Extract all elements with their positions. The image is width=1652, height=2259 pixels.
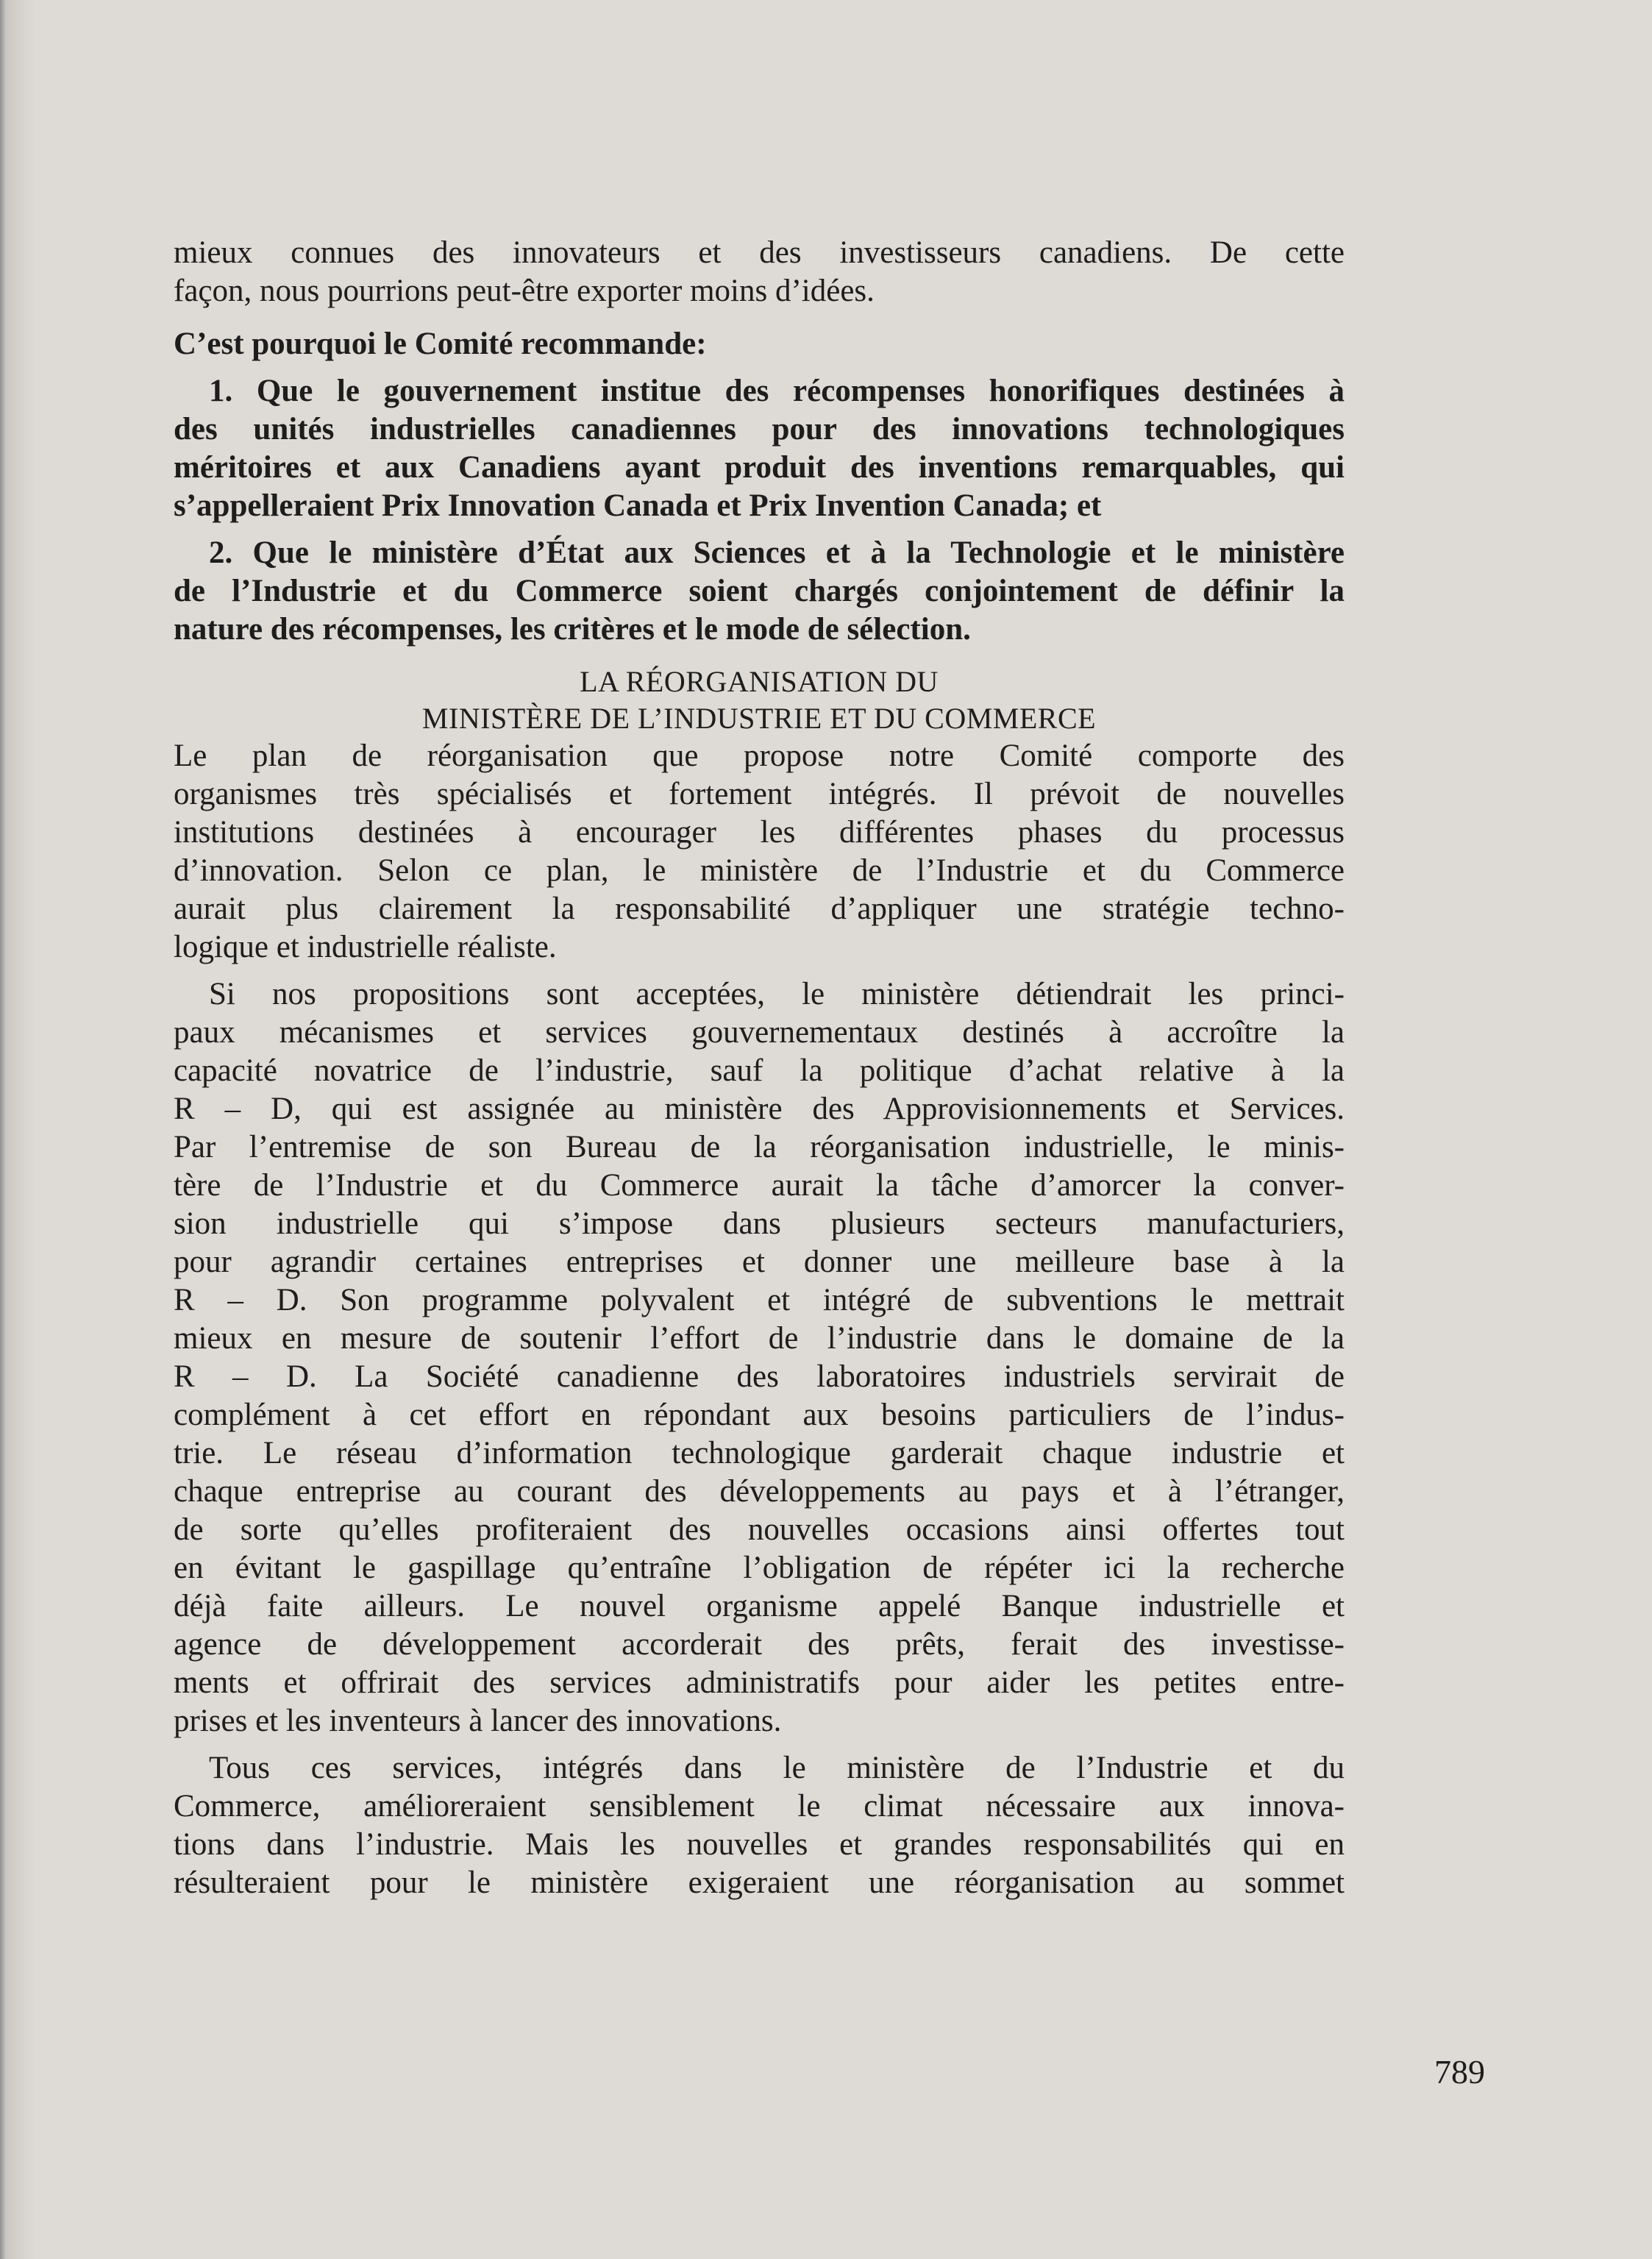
section-heading-line: MINISTÈRE DE L’INDUSTRIE ET DU COMMERCE xyxy=(421,702,1097,735)
text-line: Commerce, amélioreraient sensiblement le climat nécessaire aux innova- xyxy=(174,1789,1345,1824)
paragraph-1 xyxy=(174,737,1345,967)
text-line: ments et offrirait des services administratifs pour aider les petites entre- xyxy=(174,1665,1345,1700)
text-line: R – D. La Société canadienne des laboratoires industriels servirait de xyxy=(174,1359,1345,1394)
text-line: trie. Le réseau d’information technologique garderait chaque industrie et xyxy=(174,1436,1345,1470)
recommendation-intro: C’est pourquoi le Comité recommande: xyxy=(174,327,707,361)
text-line: institutions destinées à encourager les différentes phases du processus xyxy=(174,815,1345,850)
paragraph-3 xyxy=(174,1749,1345,1902)
text-line: de l’Industrie et du Commerce soient chargés conjointement de définir la xyxy=(174,574,1345,608)
text-line: R – D. Son programme polyvalent et intégré de subventions le mettrait xyxy=(174,1283,1345,1317)
text-line: aurait plus clairement la responsabilité d’appliquer une stratégie techno- xyxy=(174,892,1345,926)
text-line: s’appelleraient Prix Innovation Canada et Prix Invention Canada; et xyxy=(174,488,1102,523)
text-line: 2. Que le ministère d’État aux Sciences et à la Technologie et le ministère xyxy=(209,536,1345,570)
text-line: Tous ces services, intégrés dans le ministère de l’Industrie et du xyxy=(209,1751,1345,1785)
text-line: nature des récompenses, les critères et le mode de sélection. xyxy=(174,612,971,647)
text-line: prises et les inventeurs à lancer des innovations. xyxy=(174,1704,782,1738)
page-shade xyxy=(6,0,35,2259)
section-heading xyxy=(174,664,1345,737)
text-line: déjà faite ailleurs. Le nouvel organisme appelé Banque industrielle et xyxy=(174,1589,1345,1623)
text-line: des unités industrielles canadiennes pour des innovations technologiques xyxy=(174,412,1345,447)
text-line: méritoires et aux Canadiens ayant produit des inventions remarquables, qui xyxy=(174,450,1345,485)
text-line: chaque entreprise au courant des développements au pays et à l’étranger, xyxy=(174,1474,1345,1509)
recommendation-1 xyxy=(174,372,1345,525)
text-line: organismes très spécialisés et fortement intégrés. Il prévoit de nouvelles xyxy=(174,777,1345,811)
text-line: tère de l’Industrie et du Commerce aurait la tâche d’amorcer la conver- xyxy=(174,1168,1345,1203)
text-line: mieux en mesure de soutenir l’effort de l’industrie dans le domaine de la xyxy=(174,1321,1345,1356)
section-heading-line: LA RÉORGANISATION DU xyxy=(580,665,939,698)
recommendation-2 xyxy=(174,534,1345,649)
text-line: mieux connues des innovateurs et des investisseurs canadiens. De cette xyxy=(174,235,1345,270)
text-line: 1. Que le gouvernement institue des récompenses honorifiques destinées à xyxy=(209,374,1345,408)
text-line: Si nos propositions sont acceptées, le ministère détiendrait les princi- xyxy=(209,977,1345,1011)
text-line: paux mécanismes et services gouvernementaux destinés à accroître la xyxy=(174,1015,1345,1050)
text-line: en évitant le gaspillage qu’entraîne l’obligation de répéter ici la recherche xyxy=(174,1551,1345,1585)
page-number: 789 xyxy=(1434,2053,1485,2091)
text-line: tions dans l’industrie. Mais les nouvelles et grandes responsabilités qui en xyxy=(174,1827,1345,1862)
text-line: Le plan de réorganisation que propose notre Comité comporte des xyxy=(174,739,1345,773)
text-line: capacité novatrice de l’industrie, sauf la politique d’achat relative à la xyxy=(174,1053,1345,1088)
text-line: façon, nous pourrions peut-être exporter moins d’idées. xyxy=(174,274,875,308)
text-line: résulteraient pour le ministère exigeraient une réorganisation au sommet xyxy=(174,1865,1345,1900)
page-edge xyxy=(0,0,6,2259)
paragraph-2 xyxy=(174,975,1345,1740)
text-line: agence de développement accorderait des prêts, ferait des investisse- xyxy=(174,1627,1345,1662)
text-column xyxy=(174,234,1345,1902)
text-line: Par l’entremise de son Bureau de la réorganisation industrielle, le minis- xyxy=(174,1130,1345,1164)
text-line: sion industrielle qui s’impose dans plusieurs secteurs manufacturiers, xyxy=(174,1206,1345,1241)
text-line: d’innovation. Selon ce plan, le ministère de l’Industrie et du Commerce xyxy=(174,853,1345,888)
text-line: logique et industrielle réaliste. xyxy=(174,930,557,964)
text-line: R – D, qui est assignée au ministère des Approvisionnements et Services. xyxy=(174,1092,1345,1126)
text-line: de sorte qu’elles profiteraient des nouvelles occasions ainsi offertes tout xyxy=(174,1512,1345,1547)
text-line: complément à cet effort en répondant aux besoins particuliers de l’indus- xyxy=(174,1398,1345,1432)
intro-paragraph xyxy=(174,234,1345,310)
text-line: pour agrandir certaines entreprises et donner une meilleure base à la xyxy=(174,1245,1345,1279)
